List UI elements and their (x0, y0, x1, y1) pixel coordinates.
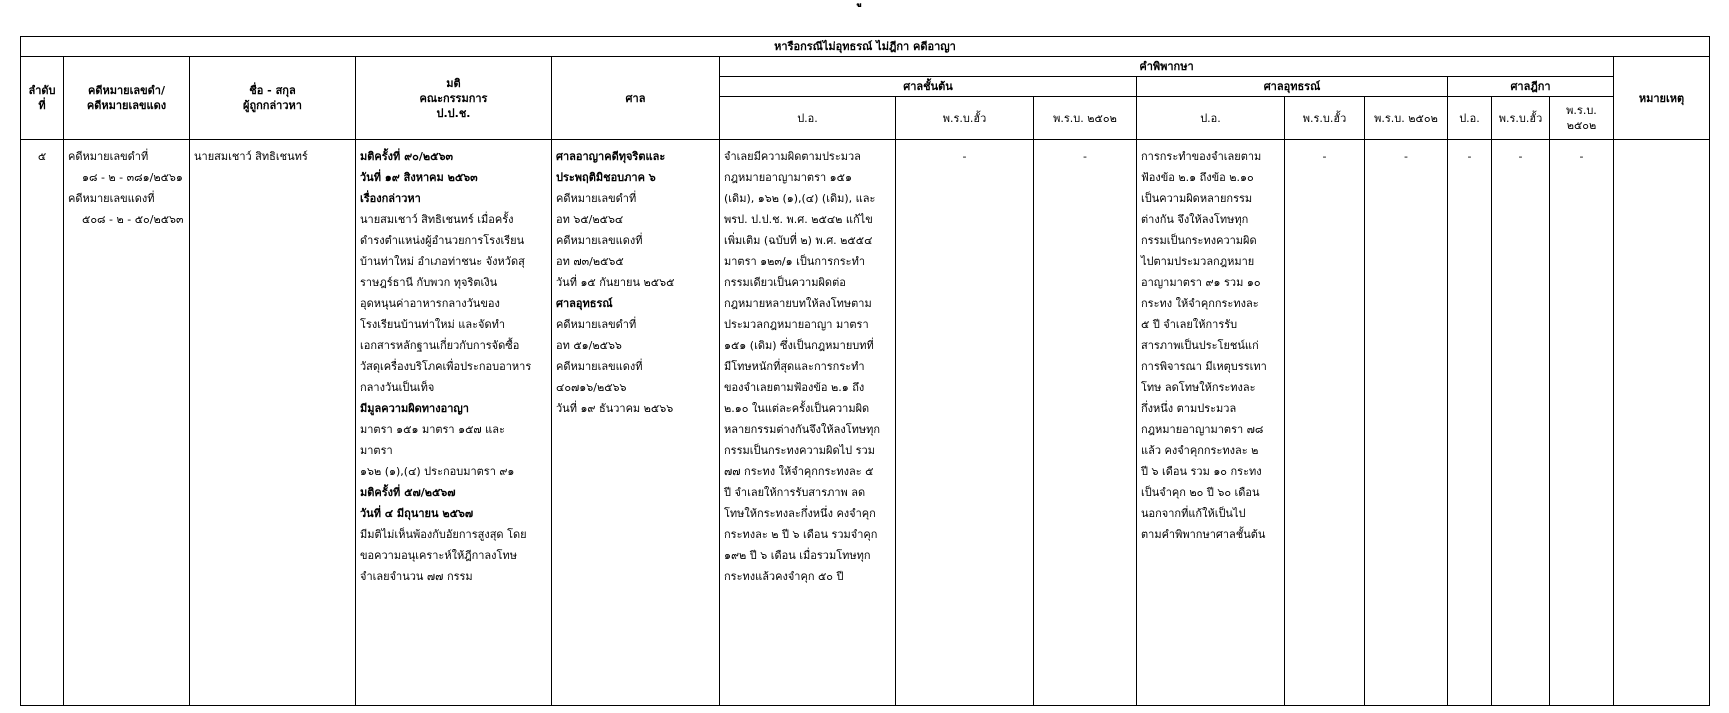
table-title: หารือกรณีไม่อุทธรณ์ ไม่ฎีกา คดีอาญา (21, 37, 1710, 57)
header-appeal-2502: พ.ร.บ. ๒๕๐๒ (1365, 97, 1448, 140)
header-no: ลำดับ ที่ (21, 57, 64, 140)
appeal-court-judgment-line: ตามคำพิพากษาศาลชั้นต้น (1141, 528, 1266, 541)
appeal-court-judgment-line: ต่างกัน จึงให้ลงโทษทุก (1141, 213, 1249, 226)
appeal-court-judgment-line: นอกจากที่แก้ให้เป็นไป (1141, 507, 1246, 520)
resolution-line: วัสดุเครื่องบริโภคเพื่อประกอบอาหาร (360, 360, 532, 373)
resolution-line: ๑๖๒ (๑),(๔) ประกอบมาตรา ๙๑ (360, 465, 515, 478)
header-first-po: ป.อ. (720, 97, 896, 140)
row-court (552, 140, 720, 706)
appeal-court-judgment-line: ปี ๖ เดือน รวม ๑๐ กระทง (1141, 465, 1262, 478)
header-appeal-act: พ.ร.บ.ฮั้ว (1285, 97, 1365, 140)
page-top (0, 0, 1729, 22)
first-court-judgment-line: โทษให้กระทงละกึ่งหนึ่ง คงจำคุก (724, 507, 876, 520)
row-supreme-2502: - (1550, 140, 1614, 706)
resolution-line: มาตรา (360, 444, 393, 457)
first-court-judgment-line: พรป. ป.ป.ช. พ.ศ. ๒๕๔๒ แก้ไข (724, 213, 873, 226)
appeal-court-judgment-line: การกระทำของจำเลยตาม (1141, 150, 1262, 163)
first-court-judgment-line: เพิ่มเติม (ฉบับที่ ๒) พ.ศ. ๒๕๕๔ (724, 234, 873, 247)
row-case-number: คดีหมายเลขดำที่ ๑๘ - ๒ - ๓๘๑/๒๕๖๑ คดีหมายเลขแดงที่ ๕๐๘ - ๒ - ๕๐/๒๕๖๓ (64, 140, 190, 706)
appeal-court-judgment-line: การพิจารณา มีเหตุบรรเทา (1141, 360, 1267, 373)
court-line: ๔๐๗๑๖/๒๕๖๖ (556, 381, 627, 394)
court-line: คดีหมายเลขแดงที่ (556, 360, 643, 373)
resolution-line: นายสมเชาว์ สิทธิเชนทร์ เมื่อครั้ง (360, 213, 514, 226)
resolution-line: มาตรา ๑๕๑ มาตรา ๑๕๗ และ (360, 423, 505, 436)
row-appeal-2502: - (1365, 140, 1448, 706)
resolution-line: มีมติไม่เห็นพ้องกับอัยการสูงสุด โดย (360, 528, 527, 541)
first-court-judgment-line: ปี จำเลยให้การรับสารภาพ ลด (724, 486, 866, 499)
row-first-po (720, 140, 896, 706)
row-no: ๕ (21, 140, 64, 706)
row-remark (1614, 140, 1710, 706)
appeal-court-judgment-line: ๕ ปี จำเลยให้การรับ (1141, 318, 1238, 331)
appeal-court-judgment-line: กฎหมายอาญามาตรา ๗๘ (1141, 423, 1264, 436)
first-court-judgment-line: ๒.๑๐ ในแต่ละครั้งเป็นความผิด (724, 402, 870, 415)
court-line: อท ๗๓/๒๕๖๕ (556, 255, 624, 268)
row-supreme-act: - (1492, 140, 1550, 706)
first-court-judgment-line: กระทงแล้วคงจำคุก ๕๐ ปี (724, 570, 844, 583)
court-line: ประพฤติมิชอบภาค ๖ (556, 171, 656, 184)
first-court-judgment-line: กรรมเดียวเป็นความผิดต่อ (724, 276, 846, 289)
row-appeal-po (1137, 140, 1285, 706)
court-line: คดีหมายเลขดำที่ (556, 192, 637, 205)
court-line: ศาลอุทธรณ์ (556, 297, 613, 310)
row-appeal-act: - (1285, 140, 1365, 706)
appeal-court-judgment-line: กึ่งหนึ่ง ตามประมวล (1141, 402, 1237, 415)
resolution-line: โรงเรียนบ้านท่าใหม่ และจัดทำ (360, 318, 506, 331)
first-court-judgment-line: กฎหมายหลายบทให้ลงโทษตาม (724, 297, 872, 310)
appeal-court-judgment-line: ไปตามประมวลกฎหมาย (1141, 255, 1255, 268)
resolution-line: มติครั้งที่ ๙๐/๒๕๖๓ (360, 150, 453, 163)
row-first-act: - (896, 140, 1034, 706)
court-line: ศาลอาญาคดีทุจริตและ (556, 150, 666, 163)
first-court-judgment-line: ๑๙๒ ปี ๖ เดือน เมื่อรวมโทษทุก (724, 549, 871, 562)
row-first-2502: - (1034, 140, 1137, 706)
resolution-line: ขอความอนุเคราะห์ให้ฎีกาลงโทษ (360, 549, 517, 562)
header-judgment: คำพิพากษา (720, 57, 1614, 77)
case-table (20, 36, 1710, 706)
resolution-line: อุดหนุนค่าอาหารกลางวันของ (360, 297, 500, 310)
header-supreme-po: ป.อ. (1448, 97, 1492, 140)
resolution-line: ราษฎร์ธานี กับพวก ทุจริตเงิน (360, 276, 498, 289)
first-court-judgment-line: ๗๗ กระทง ให้จำคุกกระทงละ ๕ (724, 465, 874, 478)
header-appeal-po: ป.อ. (1137, 97, 1285, 140)
header-supreme-2502: พ.ร.บ. ๒๕๐๒ (1550, 97, 1614, 140)
first-court-judgment-line: (เดิม), ๑๖๒ (๑),(๔) (เดิม), และ (724, 192, 876, 205)
resolution-line: วันที่ ๔ มีถุนายน ๒๕๖๗ (360, 507, 474, 520)
first-court-judgment-line: จำเลยมีความผิดตามประมวล (724, 150, 861, 163)
appeal-court-judgment-line: โทษ ลดโทษให้กระทงละ (1141, 381, 1256, 394)
resolution-line: จำเลยจำนวน ๗๗ กรรม (360, 570, 473, 583)
court-line: คดีหมายเลขดำที่ (556, 318, 637, 331)
court-line: อท ๖๕/๒๕๖๔ (556, 213, 624, 226)
table-row (21, 140, 1710, 706)
appeal-court-judgment-line: กระทง ให้จำคุกกระทงละ (1141, 297, 1259, 310)
row-supreme-po: - (1448, 140, 1492, 706)
resolution-line: บ้านท่าใหม่ อำเภอท่าชนะ จังหวัดสุ (360, 255, 525, 268)
resolution-line: วันที่ ๑๙ สิงหาคม ๒๕๖๓ (360, 171, 478, 184)
appeal-court-judgment-line: กรรมเป็นกระทงความผิด (1141, 234, 1257, 247)
header-name: ชื่อ - สกุล ผู้ถูกกล่าวหา (190, 57, 356, 140)
first-court-judgment-line: ของจำเลยตามฟ้องข้อ ๒.๑ ถึง (724, 381, 865, 394)
first-court-judgment-line: กระทงละ ๒ ปี ๖ เดือน รวมจำคุก (724, 528, 878, 541)
appeal-court-judgment-line: เป็นจำคุก ๒๐ ปี ๖๐ เดือน (1141, 486, 1260, 499)
first-court-judgment-line: กรรมเป็นกระทงความผิดไป รวม (724, 444, 875, 457)
row-name: นายสมเชาว์ สิทธิเชนทร์ (190, 140, 356, 706)
header-resolution: มติ คณะกรรมการ ป.ป.ช. (356, 57, 552, 140)
header-supreme-court: ศาลฎีกา (1448, 77, 1614, 97)
appeal-court-judgment-line: อาญามาตรา ๙๑ รวม ๑๐ (1141, 276, 1261, 289)
header-court: ศาล (552, 57, 720, 140)
appeal-court-judgment-line: ฟ้องข้อ ๒.๑ ถึงข้อ ๒.๑๐ (1141, 171, 1254, 184)
header-appeal-court: ศาลอุทธรณ์ (1137, 77, 1448, 97)
court-line: อท ๕๑/๒๕๖๖ (556, 339, 622, 352)
resolution-line: ดำรงตำแหน่งผู้อำนวยการโรงเรียน (360, 234, 525, 247)
header-supreme-act: พ.ร.บ.ฮั้ว (1492, 97, 1550, 140)
resolution-line: มติครั้งที่ ๕๗/๒๕๖๗ (360, 486, 456, 499)
header-first-court: ศาลชั้นต้น (720, 77, 1137, 97)
court-line: วันที่ ๑๕ กันยายน ๒๕๖๕ (556, 276, 675, 289)
row-resolution (356, 140, 552, 706)
court-line: คดีหมายเลขแดงที่ (556, 234, 643, 247)
appeal-court-judgment-line: แล้ว คงจำคุกกระทงละ ๒ (1141, 444, 1259, 457)
resolution-line: กลางวันเป็นเท็จ (360, 381, 435, 394)
header-first-2502: พ.ร.บ. ๒๕๐๒ (1034, 97, 1137, 140)
appeal-court-judgment-line: เป็นความผิดหลายกรรม (1141, 192, 1253, 205)
resolution-line: มีมูลความผิดทางอาญา (360, 402, 469, 415)
court-line: วันที่ ๑๙ ธันวาคม ๒๕๖๖ (556, 402, 674, 415)
resolution-line: เรื่องกล่าวหา (360, 192, 421, 205)
appeal-court-judgment-line: สารภาพเป็นประโยชน์แก่ (1141, 339, 1259, 352)
first-court-judgment-line: ประมวลกฎหมายอาญา มาตรา (724, 318, 869, 331)
first-court-judgment-line: ๑๕๑ (เดิม) ซึ่งเป็นกฎหมายบทที่ (724, 339, 874, 352)
resolution-line: เอกสารหลักฐานเกี่ยวกับการจัดซื้อ (360, 339, 520, 352)
first-court-judgment-line: หลายกรรมต่างกันจึงให้ลงโทษทุก (724, 423, 881, 436)
header-first-act: พ.ร.บ.ฮั้ว (896, 97, 1034, 140)
first-court-judgment-line: กฎหมายอาญามาตรา ๑๕๑ (724, 171, 852, 184)
header-case-number: คดีหมายเลขดำ/ คดีหมายเลขแดง (64, 57, 190, 140)
header-remark: หมายเหตุ (1614, 57, 1710, 140)
first-court-judgment-line: มาตรา ๑๒๓/๑ เป็นการกระทำ (724, 255, 866, 268)
first-court-judgment-line: มีโทษหนักที่สุดและการกระทำ (724, 360, 865, 373)
